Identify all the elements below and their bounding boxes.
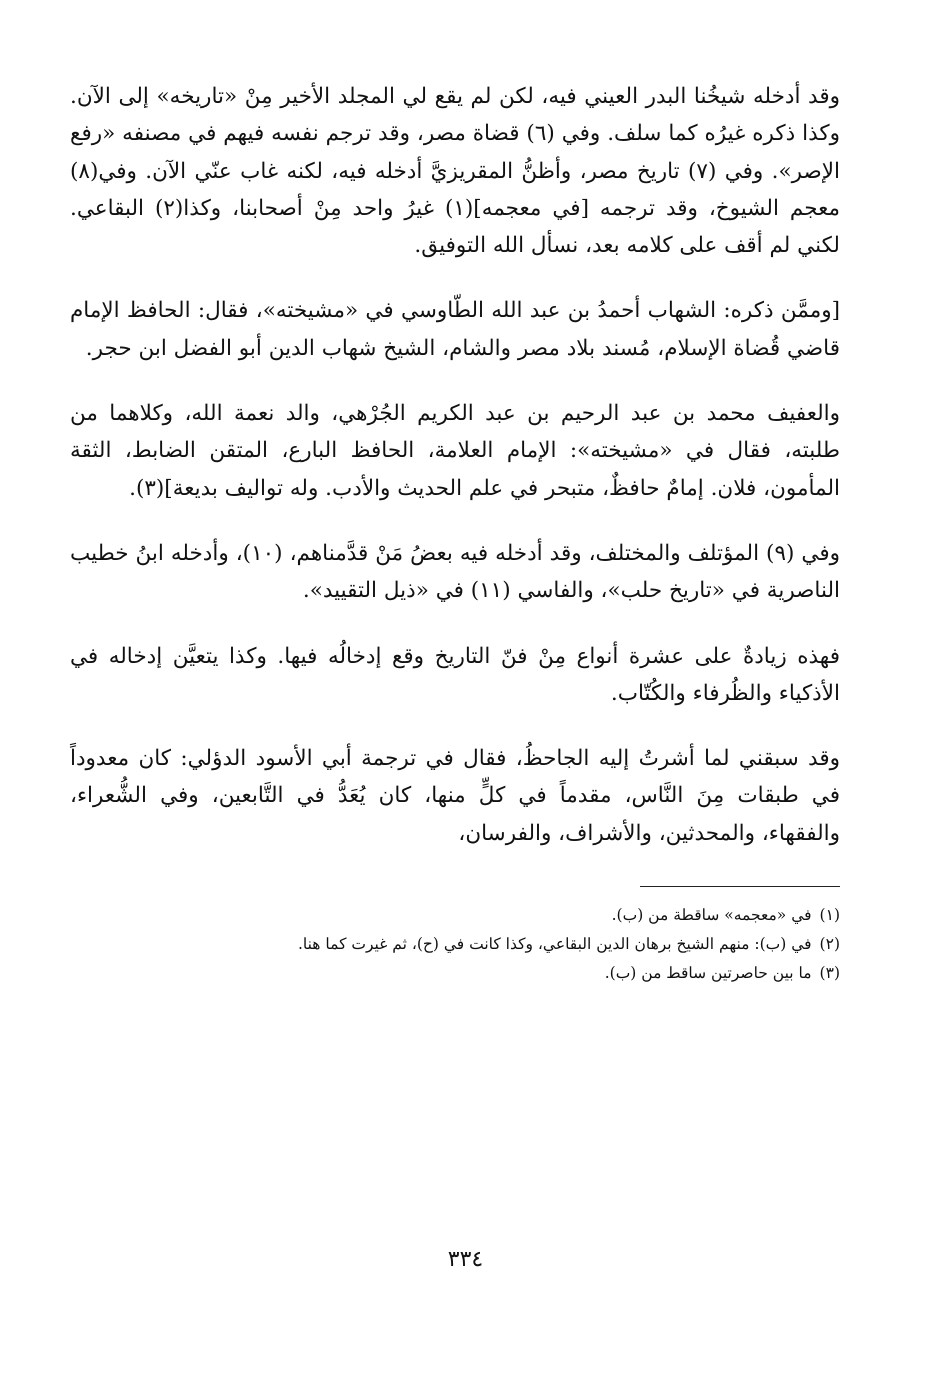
footnote-number: (٢) xyxy=(819,935,840,954)
footnote-text: ما بين حاصرتين ساقط من (ب). xyxy=(604,964,812,983)
paragraph-6: وقد سبقني لما أشرتُ إليه الجاحظُ، فقال في ترجمة أبي الأسود الدؤلي: كان معدوداً في طبقات مِنَ النَّاس، مقدماً في كلٍّ منها، كان يُعَدُّ في التَّابعين، وفي الشُّعراء، والفقهاء، والمحدثين، والأشراف، والفرسان، xyxy=(70,746,840,846)
footnote-text: في (ب): منهم الشيخ برهان الدين البقاعي، وكذا كانت في (ح)، ثم غيرت كما هنا. xyxy=(297,935,812,954)
paragraph-3: والعفيف محمد بن عبد الرحيم بن عبد الكريم الجُرْهي، والد نعمة الله، وكلاهما من طلبته، فقال في «مشيخته»: الإمام العلامة، الحافظ البارع، المتقن الضابط، الثقة المأمون، فلان. إمامٌ حافظٌ، متبحر في علم الحديث والأدب. وله تواليف بديعة](٣). xyxy=(70,401,840,501)
footnote-text: في «معجمه» ساقطة من (ب). xyxy=(611,906,812,925)
footnote-3 xyxy=(70,959,840,988)
footnote-divider xyxy=(640,886,840,887)
page-body xyxy=(70,78,840,988)
paragraph-5: فهذه زيادةٌ على عشرة أنواع مِنْ فنّ التاريخ وقع إدخالُه فيها. وكذا يتعيَّن إدخاله في الأذكياء والظُرفاء والكُتّاب. xyxy=(70,643,840,706)
paragraph-4: وفي (٩) المؤتلف والمختلف، وقد أدخله فيه بعضُ مَنْ قدَّمناهم، (١٠)، وأدخله ابنُ خطيب الناصرية في «تاريخ حلب»، والفاسي (١١) في «ذيل التقييد». xyxy=(70,540,840,604)
footnote-number: (٣) xyxy=(819,964,840,983)
page-number: ٣٣٤ xyxy=(447,1247,484,1272)
paragraph-1: وقد أدخله شيخُنا البدر العيني فيه، لكن لم يقع لي المجلد الأخير مِنْ «تاريخه» إلى الآن. وكذا ذكره غيرُه كما سلف. وفي (٦) قضاة مصر، وقد ترجم نفسه فيهم في مصنفه «رفع الإصر». وفي (٧) تاريخ مصر، وأظنُّ المقريزيَّ أدخله فيه، لكنه غاب عنّي الآن. وفي(٨) معجم الشيوخ، وقد ترجمه [في معجمه](١) غيرُ واحد مِنْ أصحابنا، وكذا(٢) البقاعي. لكني لم أقف على كلامه بعد، نسأل الله التوفيق. xyxy=(70,84,840,259)
footnote-2 xyxy=(70,930,840,959)
footnote-1 xyxy=(70,901,840,930)
paragraph-2: [وممَّن ذكره: الشهاب أحمدُ بن عبد الله الطّاوسي في «مشيخته»، فقال: الحافظ الإمام قاضي قُضاة الإسلام، مُسند بلاد مصر والشام، الشيخ شهاب الدين أبو الفضل ابن حجر. xyxy=(70,298,840,361)
footnote-number: (١) xyxy=(819,906,840,925)
